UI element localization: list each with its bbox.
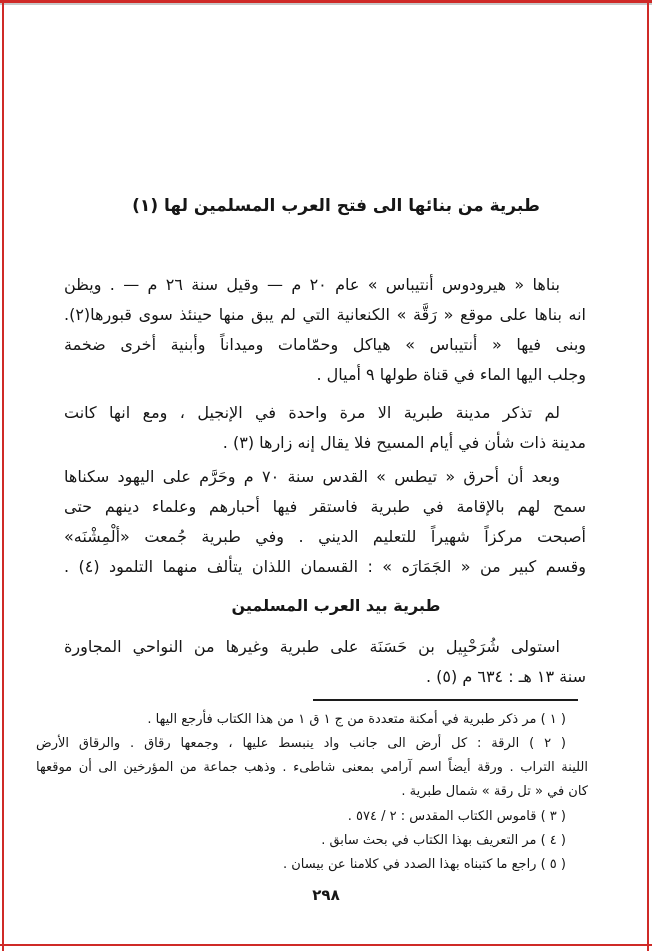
body-line: مدينة ذات شأن في أيام المسيح فلا يقال إنه زارها (٣) .	[222, 433, 586, 452]
body-line: وبعد أن أحرق « تيطس » القدس سنة ٧٠ م وحَرَّم على اليهود سكناها	[64, 467, 561, 486]
body-line: استولى شُرَحْبِيل بن حَسَنَة على طبرية وغيرها من النواحي المجاورة	[64, 637, 560, 656]
page-border-top-shadow	[0, 3, 652, 5]
section-subtitle: طبرية بيد العرب المسلمين	[231, 596, 441, 615]
body-line: وجلب اليها الماء في قناة طولها ٩ أميال .	[316, 365, 586, 384]
body-line: وبنى فيها « أنتيباس » هياكل وحمّامات وميداناً وأبنية أخرى ضخمة	[64, 335, 586, 354]
page-border-right	[647, 0, 649, 951]
body-line: سمح لهم بالإقامة في طبرية فاستقر فيها أحبارهم وعلماء دينهم حتى	[64, 497, 586, 516]
page-border-left	[2, 0, 4, 951]
footnote-3: ( ٣ ) قاموس الكتاب المقدس : ٢ / ٥٧٤ .	[347, 809, 566, 824]
body-line: أصبحت مركزاً شهيراً للتعليم الديني . وفي طبرية جُمعت «ألْمِشْنَه»	[64, 527, 586, 546]
footnote-4: ( ٤ ) مر التعريف بهذا الكتاب في بحث سابق .	[321, 833, 566, 848]
body-line: لم تذكر مدينة طبرية الا مرة واحدة في الإنجيل ، ومع انها كانت	[64, 403, 560, 422]
paragraph-3	[64, 462, 586, 582]
paragraph-4	[64, 632, 586, 692]
body-line: سنة ١٣ هـ : ٦٣٤ م (٥) .	[426, 667, 586, 686]
chapter-title: طبرية من بنائها الى فتح العرب المسلمين لها (١)	[132, 196, 540, 216]
footnote-5: ( ٥ ) راجع ما كتبناه بهذا الصدد في كلامنا عن بيسان .	[282, 857, 566, 872]
body-line: وقسم كبير من « الجَمَارَه » : القسمان اللذان يتألف منهما التلمود (٤) .	[64, 557, 586, 576]
body-line: بناها « هيرودوس أنتيباس » عام ٢٠ م — وقيل سنة ٢٦ م — . ويظن	[64, 275, 561, 294]
body-line: انه بناها على موقع « رَقَّة » الكنعانية التي لم يبق منها حينئذ سوى قبورها(٢).	[64, 305, 586, 324]
page-number: ٢٩٨	[312, 886, 340, 904]
paragraph-1	[64, 270, 586, 390]
footnotes-block	[36, 708, 588, 877]
footnote-2-cont: اللينة التراب . ورقة أيضاً اسم آرامي بمعنى شاطىء . وذهب جماعة من المؤرخين الى أن موقعها	[36, 760, 588, 775]
footnote-separator	[313, 699, 578, 701]
footnote-1: ( ١ ) مر ذكر طبرية في أمكنة متعددة من ج ١ ق ١ من هذا الكتاب فأرجع اليها .	[147, 712, 566, 727]
page-border-bottom	[0, 944, 652, 946]
footnote-2-cont: كان في « تل رقة » شمال طبرية .	[401, 784, 588, 799]
paragraph-2	[64, 398, 586, 458]
footnote-2: ( ٢ ) الرقة : كل أرض الى جانب واد ينبسط عليها ، وجمعها رقاق . والرقاق الأرض	[36, 736, 566, 751]
